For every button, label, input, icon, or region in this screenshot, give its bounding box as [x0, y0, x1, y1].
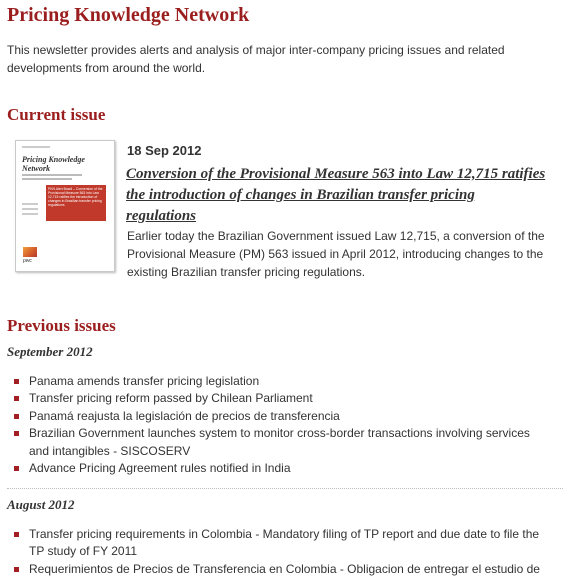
cover-side-line [22, 203, 38, 205]
list-item[interactable] [12, 425, 552, 460]
issue-link[interactable]: Panamá reajusta la legislación de precios de transferencia [29, 408, 340, 423]
list-item[interactable] [12, 390, 552, 407]
list-item[interactable] [12, 561, 552, 578]
august-2012-issue-list [12, 526, 552, 578]
list-item[interactable] [12, 526, 552, 561]
current-issue-link[interactable]: Conversion of the Provisional Measure 563 into Law 12,715 ratifies the introduction of changes in Brazilian transfer pricing regulations [126, 166, 546, 224]
issue-link[interactable]: Transfer pricing reform passed by Chilean Parliament [29, 391, 313, 406]
page-title: Pricing Knowledge Network [7, 4, 250, 26]
cover-side-line [22, 213, 38, 215]
current-issue-date: 18 Sep 2012 [127, 143, 202, 158]
cover-subtitle-line [22, 178, 72, 180]
month-heading-august-2012: August 2012 [7, 497, 75, 512]
bullet-icon [14, 396, 19, 401]
pwc-logo-text: pwc [23, 258, 32, 264]
current-issue-summary: Earlier today the Brazilian Government issued Law 12,715, a conversion of the Provisional Measure (PM) 563 issued in April 2012, introducing changes to the existing Brazilian transfer pricing regulations. [127, 229, 545, 279]
issue-link[interactable]: Brazilian Government launches system to monitor cross-border transactions involving services and intangibles - SISCOSERV [29, 426, 530, 458]
month-heading-september-2012: September 2012 [7, 344, 93, 359]
bullet-icon [14, 431, 19, 436]
cover-alert-box: PKN Alert Brazil – Conversion of the Provisional Measure 563 into Law 12,715 ratifies the introduction of changes in Brazilian transfer pricing regulations [46, 185, 106, 221]
newsletter-cover-thumbnail[interactable] [15, 140, 115, 272]
issue-link[interactable]: Panama amends transfer pricing legislation [29, 374, 260, 388]
bullet-icon [14, 466, 19, 471]
previous-issues-heading: Previous issues [7, 316, 116, 335]
cover-subtitle-line [22, 174, 82, 176]
cover-title: Pricing Knowledge Network [22, 155, 85, 173]
bullet-icon [14, 379, 19, 384]
list-item[interactable] [12, 408, 552, 425]
current-issue-heading: Current issue [7, 105, 106, 124]
list-item[interactable] [12, 373, 552, 390]
issue-link[interactable]: Advance Pricing Agreement rules notified in India [29, 461, 291, 476]
bullet-icon [14, 567, 19, 572]
issue-link[interactable]: Requerimientos de Precios de Transferencia en Colombia - Obligacion de entregar el estudio de [29, 561, 540, 576]
list-item[interactable] [12, 460, 552, 477]
newsletter-intro: This newsletter provides alerts and analysis of major inter-company pricing issues and related developments from around the world. [7, 43, 505, 75]
bullet-icon [14, 414, 19, 419]
pwc-logo-icon [23, 247, 37, 257]
september-2012-issue-list [12, 373, 552, 477]
bullet-icon [14, 532, 19, 537]
issue-link[interactable]: Transfer pricing requirements in Colombia - Mandatory filing of TP report and due date to file the TP study of FY 2011 [29, 527, 540, 559]
section-divider [7, 488, 563, 489]
cover-header-line [22, 146, 50, 148]
cover-side-line [22, 208, 38, 210]
